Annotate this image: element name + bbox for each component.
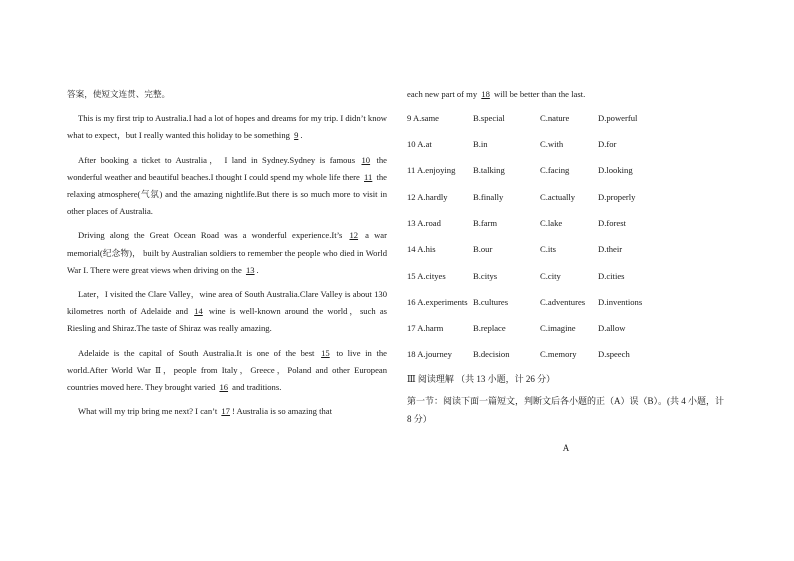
passage-text: each new part of my	[407, 89, 480, 99]
option-choice: 9 A.same	[407, 112, 439, 123]
option-choice: C.facing	[540, 165, 570, 176]
option-choice: C.with	[540, 139, 564, 150]
right-column	[407, 86, 725, 457]
option-choice: B.replace	[473, 323, 506, 334]
options-list	[407, 105, 725, 368]
option-row	[407, 105, 725, 131]
option-row	[407, 210, 725, 236]
blank-number: 10	[361, 154, 371, 165]
option-choice: C.its	[540, 244, 556, 255]
blank-number: 17	[221, 406, 230, 417]
option-choice: 16 A.experiments	[407, 296, 468, 307]
option-choice: C.nature	[540, 112, 570, 123]
passage-text: What will my trip bring me next? I can’t	[78, 406, 220, 417]
blank-number: 18	[481, 89, 490, 99]
option-choice: C.adventures	[540, 296, 586, 307]
blank-number: 13	[245, 264, 255, 275]
option-choice: B.decision	[473, 349, 510, 360]
passage-text: wine is well-known around the world，such as Riesling and Shiraz.The taste of Shiraz was really amazing.	[67, 306, 387, 334]
passage-text: and traditions.	[230, 382, 282, 393]
passage-text: to live in the world.After World War Ⅱ，people from Italy，Greece，Poland and other European countries moved here. They brought varied	[67, 347, 387, 393]
blank-number: 14	[194, 306, 203, 317]
option-choice: 13 A.road	[407, 217, 441, 228]
option-choice: 10 A.at	[407, 139, 432, 150]
instruction-heading: 答案，使短文连贯、完整。	[67, 89, 171, 99]
passage-paragraph	[67, 110, 387, 144]
option-choice: B.our	[473, 244, 493, 255]
passage-text: ! Australia is so amazing that	[231, 406, 332, 417]
passage-paragraph	[67, 152, 387, 221]
passage-paragraph	[67, 286, 387, 338]
option-choice: B.citys	[473, 270, 498, 281]
passage-label: A	[562, 443, 570, 454]
option-row	[407, 263, 725, 289]
option-choice: D.powerful	[598, 112, 638, 123]
blank-number: 16	[219, 382, 229, 393]
passage-continuation	[407, 86, 725, 103]
option-choice: D.their	[598, 244, 623, 255]
option-choice: B.farm	[473, 217, 498, 228]
passage-text: a war memorial(纪念物)， built by Australian soldiers to remember the people who died in World War I. There were great views when driving on the	[67, 230, 387, 275]
section-title: Ⅲ 阅读理解 （共 13 小题，计 26 分）	[407, 374, 556, 385]
passage-text: will be better than the last.	[491, 89, 586, 99]
option-choice: D.for	[598, 139, 617, 150]
option-choice: D.inventions	[598, 296, 643, 307]
passage-text: After booking a ticket to Australia， I land in Sydney.Sydney is famous	[78, 154, 360, 165]
blank-number: 15	[321, 347, 330, 358]
option-choice: 15 A.cityes	[407, 270, 446, 281]
section-instruction: 第一节：阅读下面一篇短文，判断文后各小题的正（A）误（B）。(共 4 小题，计 8 分）	[407, 396, 725, 425]
passage-text: .	[256, 264, 259, 275]
option-choice: D.cities	[598, 270, 625, 281]
passage-paragraph	[67, 403, 387, 420]
passage-text: the wonderful weather and beautiful beaches.I thought I could spend my whole life there	[67, 154, 387, 182]
option-choice: 14 A.his	[407, 244, 436, 255]
passage-text: This is my first trip to Australia.I had a lot of hopes and dreams for my trip. I didn’t know what to expect，but I really wanted this holiday to be something	[67, 113, 387, 141]
option-row	[407, 184, 725, 210]
option-choice: B.finally	[473, 191, 504, 202]
option-choice: C.imagine	[540, 323, 576, 334]
passage-text: Later，I visited the Clare Valley，wine area of South Australia.Clare Valley is about 130 kilometres north of Adelaide and	[67, 289, 387, 317]
blank-number: 9	[294, 130, 299, 141]
blank-number: 11	[364, 171, 373, 182]
option-choice: B.cultures	[473, 296, 509, 307]
option-row	[407, 289, 725, 315]
option-choice: 17 A.harm	[407, 323, 444, 334]
option-choice: B.in	[473, 139, 488, 150]
option-row	[407, 158, 725, 184]
passage-text: Adelaide is the capital of South Australia.It is one of the best	[78, 347, 320, 358]
option-choice: 11 A.enjoying	[407, 165, 456, 176]
option-choice: C.actually	[540, 191, 576, 202]
option-choice: D.forest	[598, 217, 626, 228]
passage-paragraph	[67, 227, 387, 279]
option-choice: 12 A.hardly	[407, 191, 448, 202]
option-choice: C.memory	[540, 349, 577, 360]
option-row	[407, 237, 725, 263]
passage-text: .	[300, 130, 303, 141]
option-row	[407, 342, 725, 368]
cloze-passage	[67, 110, 387, 420]
option-choice: C.lake	[540, 217, 563, 228]
passage-paragraph	[67, 345, 387, 397]
option-choice: C.city	[540, 270, 561, 281]
left-column	[67, 86, 387, 427]
option-row	[407, 132, 725, 158]
option-choice: D.looking	[598, 165, 633, 176]
option-row	[407, 316, 725, 342]
option-choice: B.special	[473, 112, 505, 123]
passage-text: the relaxing atmosphere(气氛) and the amazing nightlife.But there is so much more to visit in other places of Australia.	[67, 171, 387, 217]
option-choice: 18 A.journey	[407, 349, 452, 360]
blank-number: 12	[349, 230, 359, 241]
option-choice: D.allow	[598, 323, 626, 334]
option-choice: D.speech	[598, 349, 630, 360]
passage-text: Driving along the Great Ocean Road was a wonderful experience.It’s	[78, 230, 348, 241]
option-choice: D.properly	[598, 191, 636, 202]
option-choice: B.talking	[473, 165, 505, 176]
